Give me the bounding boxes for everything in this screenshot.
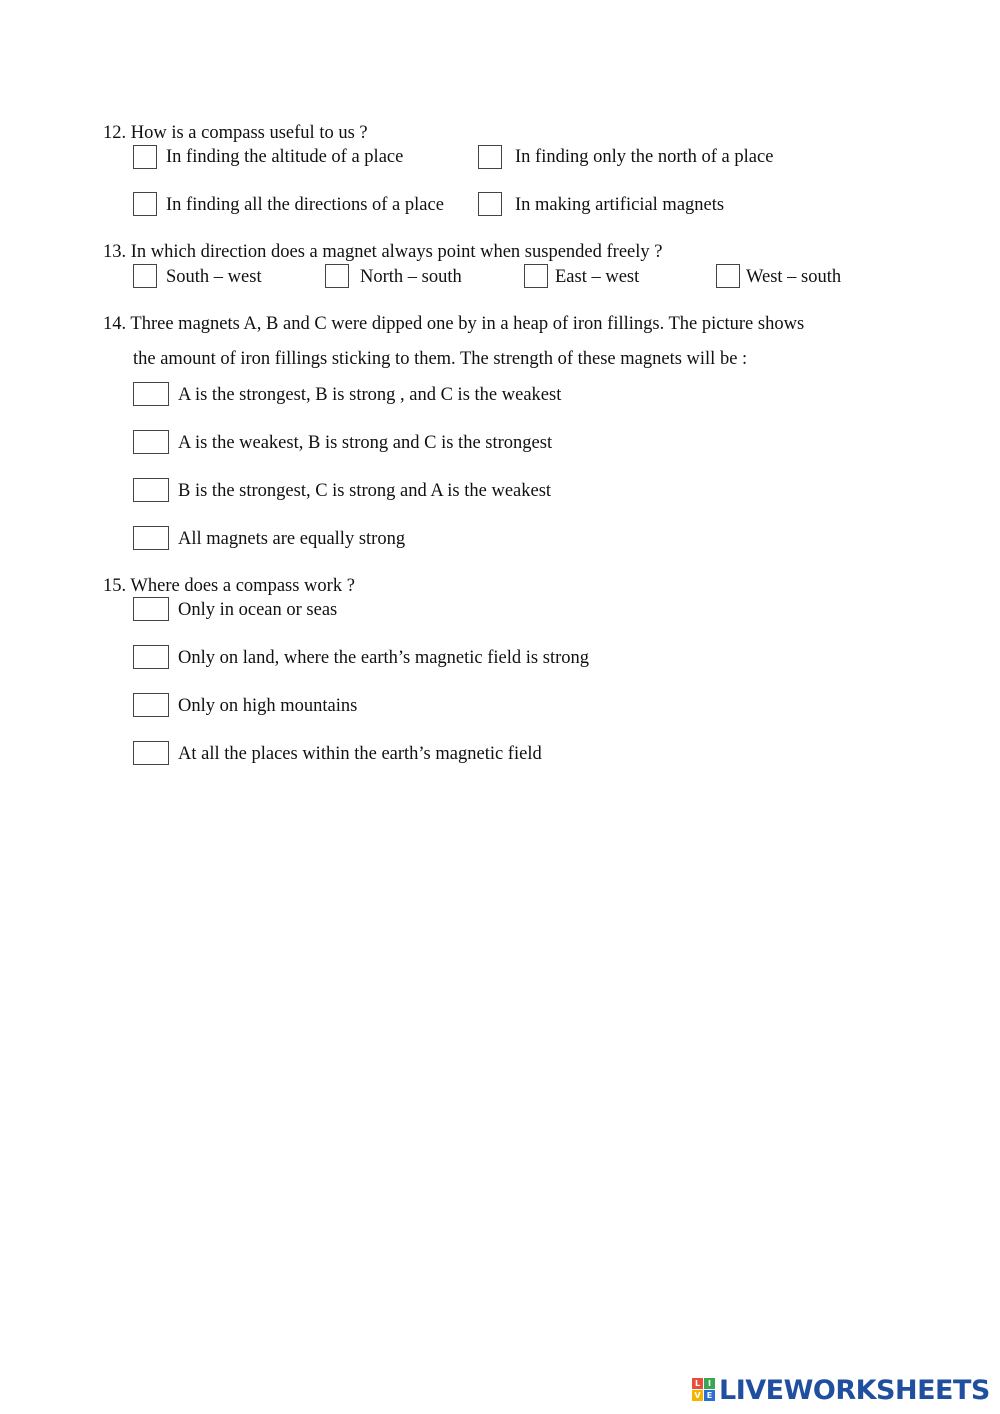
q13-option-1-checkbox[interactable] xyxy=(133,264,157,288)
question-number: 14. xyxy=(103,314,127,334)
question-number: 12. xyxy=(103,123,127,143)
q13-option-1-label: South – west xyxy=(166,267,262,287)
question-number: 15. xyxy=(103,576,127,596)
q12-option-1-label: In finding the altitude of a place xyxy=(166,147,404,167)
q13-option-3-label: East – west xyxy=(555,267,640,287)
liveworksheets-logo xyxy=(692,1375,990,1405)
q15-option-2-label: Only on land, where the earth’s magnetic field is strong xyxy=(178,648,590,668)
question-text: How is a compass useful to us ? xyxy=(130,123,368,143)
q12-option-2-checkbox[interactable] xyxy=(478,145,502,169)
q15-option-2-checkbox[interactable] xyxy=(133,645,169,669)
question-15 xyxy=(103,577,355,596)
q14-option-4-checkbox[interactable] xyxy=(133,526,169,550)
question-14 xyxy=(103,315,804,334)
q13-option-2-label: North – south xyxy=(360,267,462,287)
q15-option-3-label: Only on high mountains xyxy=(178,696,358,716)
q13-option-3-checkbox[interactable] xyxy=(524,264,548,288)
q12-option-3-checkbox[interactable] xyxy=(133,192,157,216)
q14-option-1-label: A is the strongest, B is strong , and C is the weakest xyxy=(178,385,562,405)
logo-mark-i: I xyxy=(704,1378,715,1389)
q14-option-1-checkbox[interactable] xyxy=(133,382,169,406)
q12-option-1-checkbox[interactable] xyxy=(133,145,157,169)
q13-option-4-checkbox[interactable] xyxy=(716,264,740,288)
question-12 xyxy=(103,124,368,143)
logo-mark-v: V xyxy=(692,1390,703,1401)
q15-option-3-checkbox[interactable] xyxy=(133,693,169,717)
q15-option-4-label: At all the places within the earth’s magnetic field xyxy=(178,744,542,764)
q15-option-1-checkbox[interactable] xyxy=(133,597,169,621)
question-number: 13. xyxy=(103,242,127,262)
q12-option-3-label: In finding all the directions of a place xyxy=(166,195,444,215)
question-text: In which direction does a magnet always point when suspended freely ? xyxy=(130,242,663,262)
q15-option-1-label: Only in ocean or seas xyxy=(178,600,338,620)
q13-option-4-label: West – south xyxy=(746,267,842,287)
question-14-text-continued: the amount of iron fillings sticking to them. The strength of these magnets will be : xyxy=(133,349,748,369)
question-13 xyxy=(103,243,662,262)
logo-mark-l: L xyxy=(692,1378,703,1389)
q13-option-2-checkbox[interactable] xyxy=(325,264,349,288)
q14-option-3-label: B is the strongest, C is strong and A is the weakest xyxy=(178,481,552,501)
logo-mark-icon xyxy=(692,1378,716,1402)
q14-option-3-checkbox[interactable] xyxy=(133,478,169,502)
logo-mark-e: E xyxy=(704,1390,715,1401)
q12-option-2-label: In finding only the north of a place xyxy=(515,147,774,167)
q12-option-4-label: In making artificial magnets xyxy=(515,195,725,215)
q14-option-2-checkbox[interactable] xyxy=(133,430,169,454)
q12-option-4-checkbox[interactable] xyxy=(478,192,502,216)
question-text: Where does a compass work ? xyxy=(130,576,355,596)
q14-option-4-label: All magnets are equally strong xyxy=(178,529,406,549)
logo-text: LIVEWORKSHEETS xyxy=(719,1374,990,1406)
q15-option-4-checkbox[interactable] xyxy=(133,741,169,765)
question-text: Three magnets A, B and C were dipped one by in a heap of iron fillings. The picture shows xyxy=(130,314,805,334)
q14-option-2-label: A is the weakest, B is strong and C is the strongest xyxy=(178,433,553,453)
